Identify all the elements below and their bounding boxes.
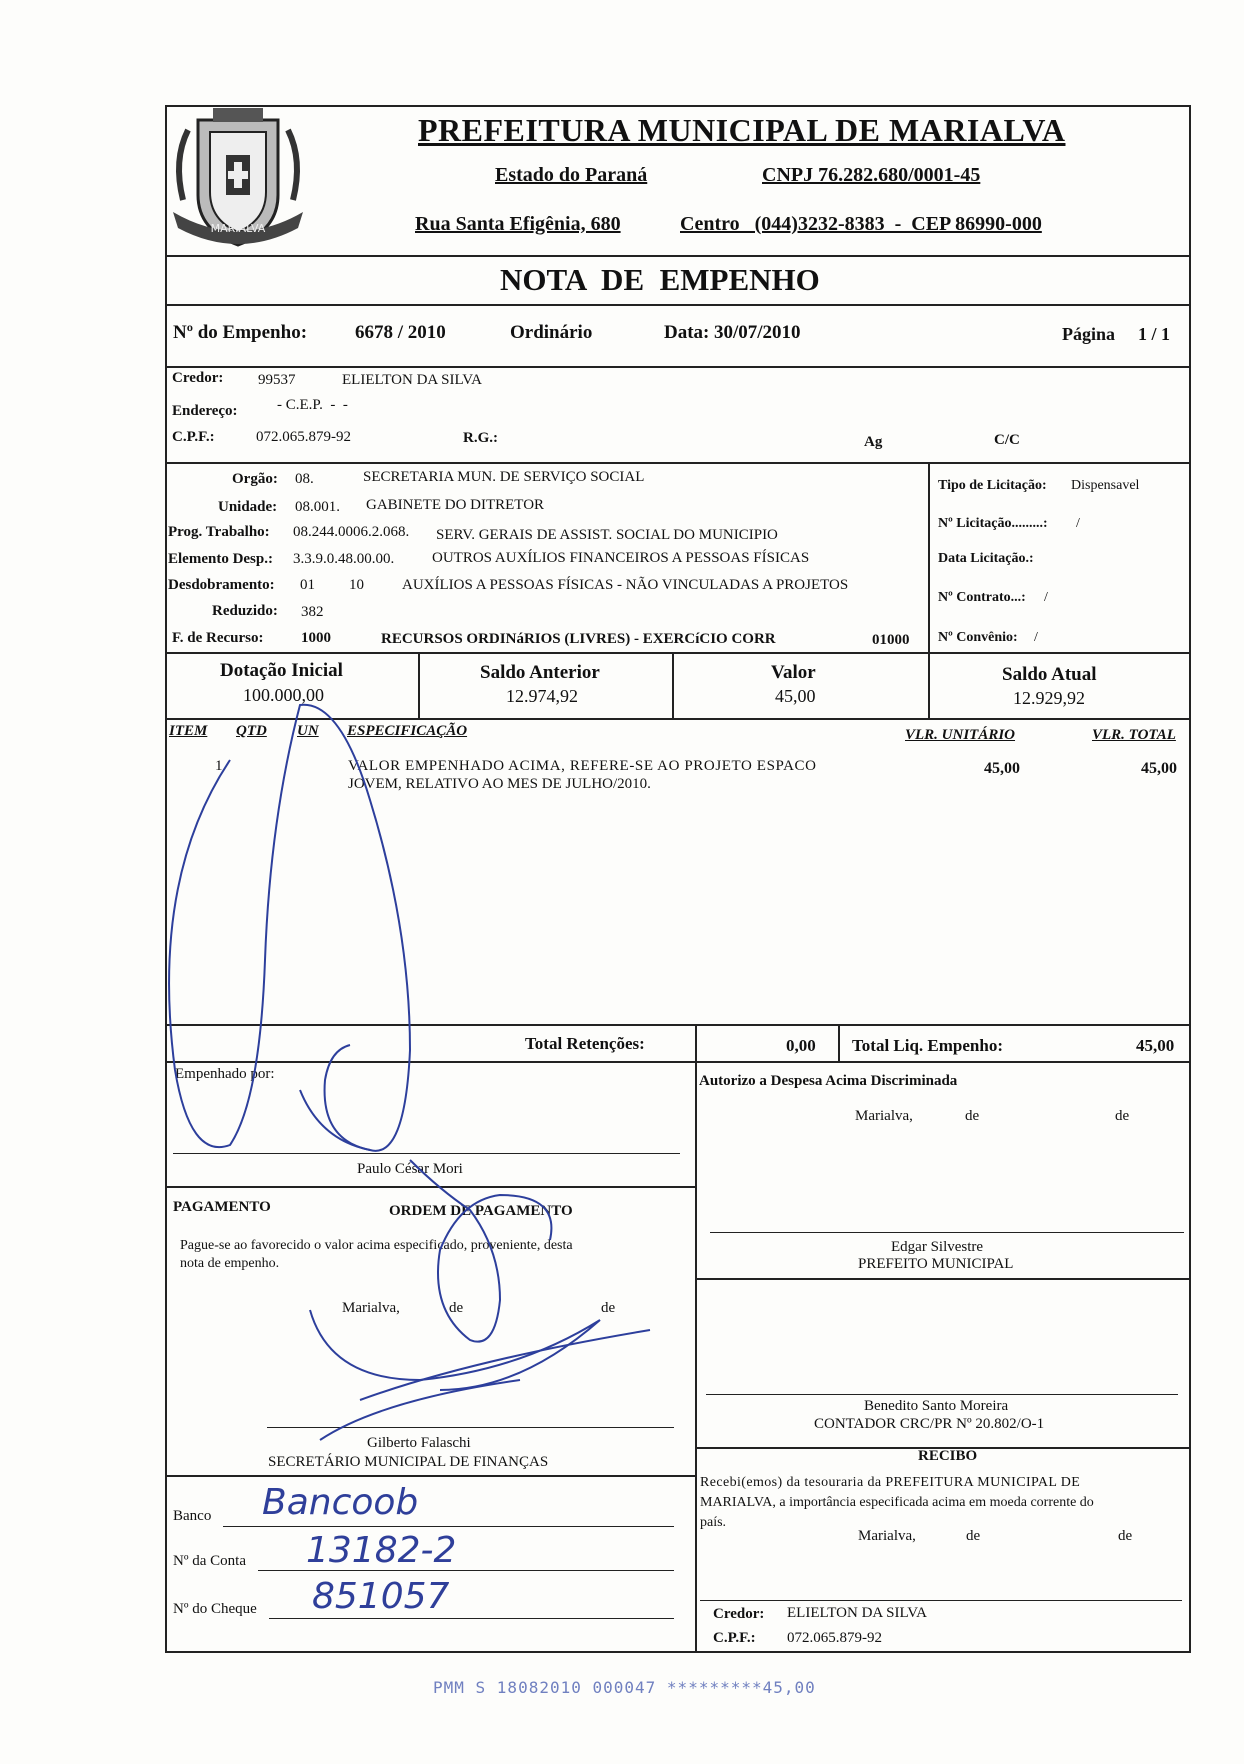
pagamento-label: PAGAMENTO bbox=[173, 1199, 271, 1215]
saldo-atual-value: 12.929,92 bbox=[1013, 688, 1085, 708]
saldo-atual-label: Saldo Atual bbox=[1002, 664, 1097, 685]
ordem-pagamento-label: ORDEM DE PAGAMENTO bbox=[389, 1203, 573, 1219]
banco-handwritten: Bancoob bbox=[262, 1482, 419, 1523]
recibo-label: RECIBO bbox=[918, 1448, 978, 1464]
secretario-name: Gilberto Falaschi bbox=[367, 1435, 471, 1451]
endereco-label: Endereço: bbox=[172, 403, 238, 419]
prefeito-role: PREFEITO MUNICIPAL bbox=[858, 1256, 1014, 1272]
fonte-label: F. de Recurso: bbox=[172, 630, 264, 646]
item-unit-price: 45,00 bbox=[984, 760, 1020, 777]
autorizo-label: Autorizo a Despesa Acima Discriminada bbox=[699, 1073, 958, 1089]
reduzido-code: 382 bbox=[301, 604, 324, 620]
contador-name: Benedito Santo Moreira bbox=[864, 1398, 1009, 1414]
prog-desc: SERV. GERAIS DE ASSIST. SOCIAL DO MUNICIPIO bbox=[436, 527, 778, 543]
payment-stamp: PMM S 18082010 000047 *********45,00 bbox=[433, 1678, 816, 1697]
recibo-de2: de bbox=[1118, 1528, 1133, 1544]
licitacao-date-label: Data Licitação.: bbox=[938, 551, 1034, 566]
desd-code2: 10 bbox=[349, 577, 364, 593]
autorizo-city: Marialva, bbox=[855, 1108, 913, 1124]
prog-code: 08.244.0006.2.068. bbox=[293, 524, 410, 540]
autorizo-de1: de bbox=[965, 1108, 980, 1124]
empenhado-label: Empenhado por: bbox=[175, 1066, 275, 1082]
col-un: UN bbox=[297, 723, 319, 739]
pagamento-city: Marialva, bbox=[342, 1300, 400, 1316]
credor-name: ELIELTON DA SILVA bbox=[342, 372, 483, 388]
autorizo-de2: de bbox=[1115, 1108, 1130, 1124]
empenho-type: Ordinário bbox=[510, 322, 593, 343]
unidade-label: Unidade: bbox=[218, 499, 278, 515]
cc-label: C/C bbox=[994, 432, 1020, 448]
recibo-cpf-label: C.P.F.: bbox=[713, 1630, 756, 1646]
conta-label: Nº da Conta bbox=[173, 1553, 246, 1569]
empenho-date: 30/07/2010 bbox=[714, 322, 801, 343]
rg-label: R.G.: bbox=[463, 430, 498, 446]
valor-label: Valor bbox=[771, 662, 816, 683]
fonte-desc: RECURSOS ORDINáRIOS (LIVRES) - EXERCíCIO CORR bbox=[381, 631, 776, 647]
cheque-handwritten: 851057 bbox=[312, 1576, 450, 1617]
orgao-code: 08. bbox=[295, 471, 314, 487]
saldo-anterior-label: Saldo Anterior bbox=[480, 662, 600, 683]
recibo-credor-label: Credor: bbox=[713, 1606, 765, 1622]
credor-label: Credor: bbox=[172, 370, 224, 386]
reduzido-label: Reduzido: bbox=[212, 603, 278, 619]
dotacao-label: Dotação Inicial bbox=[220, 660, 343, 681]
district-phone-cep: Centro (044)3232-8383 - CEP 86990-000 bbox=[680, 213, 1042, 235]
prog-label: Prog. Trabalho: bbox=[168, 524, 270, 540]
col-vlr-total: VLR. TOTAL bbox=[1092, 727, 1176, 743]
recibo-text-1: Recebi(emos) da tesouraria da PREFEITURA MUNICIPAL DE bbox=[700, 1475, 1081, 1490]
col-item: ITEM bbox=[169, 723, 208, 739]
endereco-value: - C.E.P. - - bbox=[277, 397, 348, 413]
document-title: NOTA DE EMPENHO bbox=[500, 262, 820, 297]
recibo-text-2: MARIALVA, a importância especificada acima em moeda corrente do bbox=[700, 1495, 1094, 1510]
tipo-licitacao-label: Tipo de Licitação: bbox=[938, 478, 1047, 493]
svg-text:MARIALVA: MARIALVA bbox=[210, 222, 266, 235]
recibo-cpf-value: 072.065.879-92 bbox=[787, 1630, 882, 1646]
desd-label: Desdobramento: bbox=[168, 577, 275, 593]
item-total: 45,00 bbox=[1141, 760, 1177, 777]
empenho-number: 6678 / 2010 bbox=[355, 322, 446, 343]
municipality-title: PREFEITURA MUNICIPAL DE MARIALVA bbox=[418, 112, 1066, 148]
desd-code1: 01 bbox=[300, 577, 315, 593]
pagamento-de2: de bbox=[601, 1300, 616, 1316]
empenho-date-label: Data: bbox=[664, 322, 710, 343]
desd-desc: AUXÍLIOS A PESSOAS FÍSICAS - NÃO VINCULADAS A PROJETOS bbox=[402, 577, 849, 593]
dotacao-value: 100.000,00 bbox=[243, 685, 324, 705]
col-qtd: QTD bbox=[236, 723, 267, 739]
total-retencoes-label: Total Retenções: bbox=[525, 1034, 645, 1053]
page-number: 1 / 1 bbox=[1138, 324, 1171, 344]
unidade-desc: GABINETE DO DITRETOR bbox=[366, 497, 545, 513]
contrato-value: / bbox=[1044, 590, 1048, 605]
unidade-code: 08.001. bbox=[295, 499, 340, 515]
recibo-credor-name: ELIELTON DA SILVA bbox=[787, 1605, 928, 1621]
convenio-value: / bbox=[1034, 630, 1038, 645]
cpf-value: 072.065.879-92 bbox=[256, 429, 351, 445]
credor-code: 99537 bbox=[258, 372, 296, 388]
item-qtd: 1 bbox=[215, 758, 223, 774]
pagamento-text-2: nota de empenho. bbox=[180, 1256, 280, 1271]
secretario-role: SECRETÁRIO MUNICIPAL DE FINANÇAS bbox=[268, 1454, 549, 1470]
fonte-code: 1000 bbox=[301, 630, 331, 646]
state-name: Estado do Paraná bbox=[495, 164, 648, 186]
total-retencoes-value: 0,00 bbox=[786, 1036, 816, 1055]
orgao-label: Orgão: bbox=[232, 471, 278, 487]
fonte-code2: 01000 bbox=[872, 632, 910, 648]
recibo-text-3: país. bbox=[700, 1515, 727, 1530]
street-address: Rua Santa Efigênia, 680 bbox=[415, 213, 621, 235]
empenho-number-label: Nº do Empenho: bbox=[173, 322, 308, 343]
tipo-licitacao-value: Dispensavel bbox=[1071, 478, 1140, 493]
banco-label: Banco bbox=[173, 1508, 212, 1524]
conta-handwritten: 13182-2 bbox=[306, 1530, 457, 1571]
convenio-label: Nº Convênio: bbox=[938, 630, 1018, 645]
elem-code: 3.3.9.0.48.00.00. bbox=[293, 551, 395, 567]
cpf-label: C.P.F.: bbox=[172, 429, 215, 445]
page-label: Página bbox=[1062, 324, 1116, 344]
item-desc-line1: VALOR EMPENHADO ACIMA, REFERE-SE AO PROJETO ESPACO bbox=[348, 758, 817, 774]
item-desc-line2: JOVEM, RELATIVO AO MES DE JULHO/2010. bbox=[348, 776, 651, 792]
total-liq-value: 45,00 bbox=[1136, 1036, 1175, 1055]
contrato-label: Nº Contrato...: bbox=[938, 590, 1026, 605]
orgao-desc: SECRETARIA MUN. DE SERVIÇO SOCIAL bbox=[363, 469, 645, 485]
cnpj: CNPJ 76.282.680/0001-45 bbox=[762, 164, 981, 186]
col-especificacao: ESPECIFICAÇÃO bbox=[347, 723, 468, 739]
contador-role: CONTADOR CRC/PR Nº 20.802/O-1 bbox=[814, 1416, 1045, 1432]
col-vlr-unitario: VLR. UNITÁRIO bbox=[905, 727, 1016, 743]
licitacao-number-label: Nº Licitação.........: bbox=[938, 516, 1048, 531]
pagamento-de1: de bbox=[449, 1300, 464, 1316]
elem-desc: OUTROS AUXÍLIOS FINANCEIROS A PESSOAS FÍSICAS bbox=[432, 550, 810, 566]
licitacao-number-value: / bbox=[1076, 516, 1080, 531]
total-liq-label: Total Liq. Empenho: bbox=[852, 1036, 1003, 1055]
valor-value: 45,00 bbox=[775, 686, 816, 706]
prefeito-name: Edgar Silvestre bbox=[891, 1239, 984, 1255]
saldo-anterior-value: 12.974,92 bbox=[506, 686, 578, 706]
cheque-label: Nº do Cheque bbox=[173, 1601, 257, 1617]
pagamento-text-1: Pague-se ao favorecido o valor acima especificado, proveniente, desta bbox=[180, 1238, 573, 1253]
recibo-de1: de bbox=[966, 1528, 981, 1544]
elem-label: Elemento Desp.: bbox=[168, 551, 273, 567]
ag-label: Ag bbox=[864, 434, 883, 450]
empenhado-name: Paulo César Mori bbox=[357, 1161, 463, 1177]
recibo-city: Marialva, bbox=[858, 1528, 916, 1544]
